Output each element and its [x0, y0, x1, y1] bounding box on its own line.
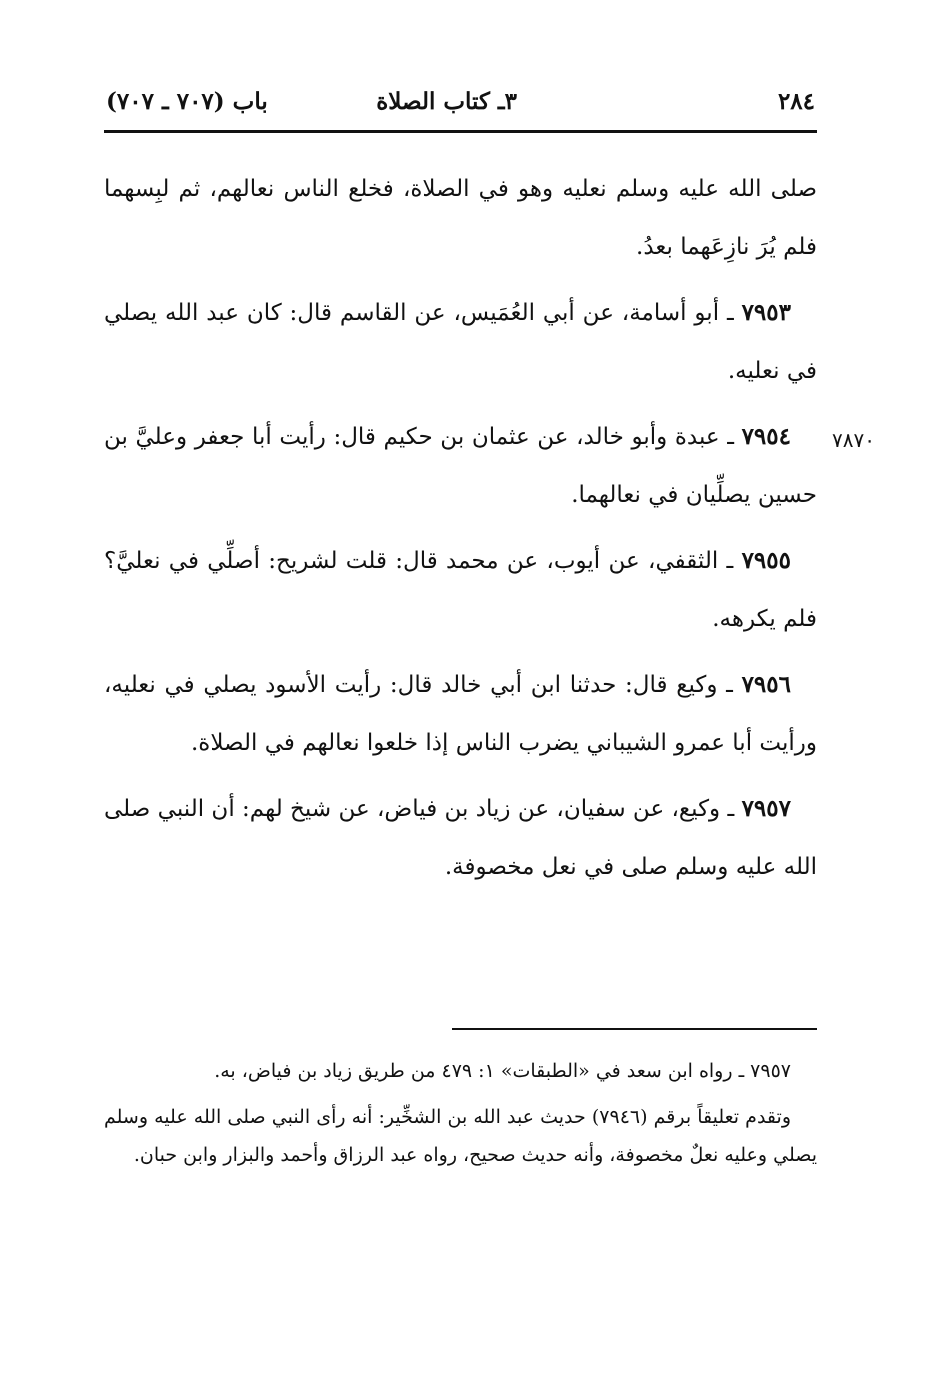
paragraph-continuation	[104, 160, 817, 276]
paragraph-text: ـ أبو أسامة، عن أبي العُمَيس، عن القاسم قال: كان عبد الله يصلي في نعليه.	[104, 300, 817, 384]
hadith-paragraph	[104, 284, 817, 400]
running-header	[104, 84, 817, 124]
footnote-text: ـ رواه ابن سعد في «الطبقات» ١: ٤٧٩ من طريق زياد بن فياض، به.	[214, 1060, 751, 1082]
footnote-divider	[452, 1028, 817, 1030]
paragraph-text: ـ وكيع قال: حدثنا ابن أبي خالد قال: رأيت الأسود يصلي في نعليه، ورأيت أبا عمرو الشيباني يضرب الناس إذا خلعوا نعالهم في الصلاة.	[104, 672, 817, 756]
hadith-number: ٧٩٥٤	[741, 423, 791, 450]
hadith-paragraph	[104, 656, 817, 772]
hadith-number: ٧٩٥٥	[741, 547, 791, 574]
page-number: ٢٨٤	[777, 88, 815, 115]
footnote-number: ٧٩٥٧	[750, 1060, 791, 1082]
paragraph-text: ـ عبدة وأبو خالد، عن عثمان بن حكيم قال: رأيت أبا جعفر وعليَّ بن حسين يصلِّيان في نعالهما.	[104, 424, 817, 508]
chapter-title: باب (٧٠٧ ـ ٧٠٧)	[106, 88, 268, 115]
main-text	[104, 160, 817, 904]
hadith-number: ٧٩٥٦	[741, 671, 791, 698]
footnote	[104, 1098, 817, 1174]
hadith-paragraph	[104, 532, 817, 648]
paragraph-text: ـ الثقفي، عن أيوب، عن محمد قال: قلت لشريح: أصلِّي في نعليَّ؟ فلم يكرهه.	[104, 548, 817, 632]
header-divider	[104, 130, 817, 133]
footnote	[104, 1052, 817, 1090]
margin-reference-number: ٧٨٧٠	[832, 428, 875, 452]
hadith-paragraph	[104, 780, 817, 896]
hadith-paragraph	[104, 408, 817, 524]
hadith-number: ٧٩٥٣	[741, 299, 791, 326]
paragraph-text: ـ وكيع، عن سفيان، عن زياد بن فياض، عن شيخ لهم: أن النبي صلى الله عليه وسلم صلى في نعل مخصوفة.	[104, 796, 817, 880]
footnote-text: وتقدم تعليقاً برقم (٧٩٤٦) حديث عبد الله بن الشخِّير: أنه رأى النبي صلى الله عليه وسلم يصلي وعليه نعلٌ مخصوفة، وأنه حديث صحيح، رواه عبد الرزاق وأحمد والبزار وابن حبان.	[104, 1106, 817, 1166]
book-title: ٣ـ كتاب الصلاة	[376, 88, 517, 115]
paragraph-text: صلى الله عليه وسلم نعليه وهو في الصلاة، فخلع الناس نعالهم، ثم لبِسهما فلم يُرَ نازِعَهما بعدُ.	[104, 176, 817, 260]
footnotes	[104, 1052, 817, 1182]
hadith-number: ٧٩٥٧	[741, 795, 791, 822]
